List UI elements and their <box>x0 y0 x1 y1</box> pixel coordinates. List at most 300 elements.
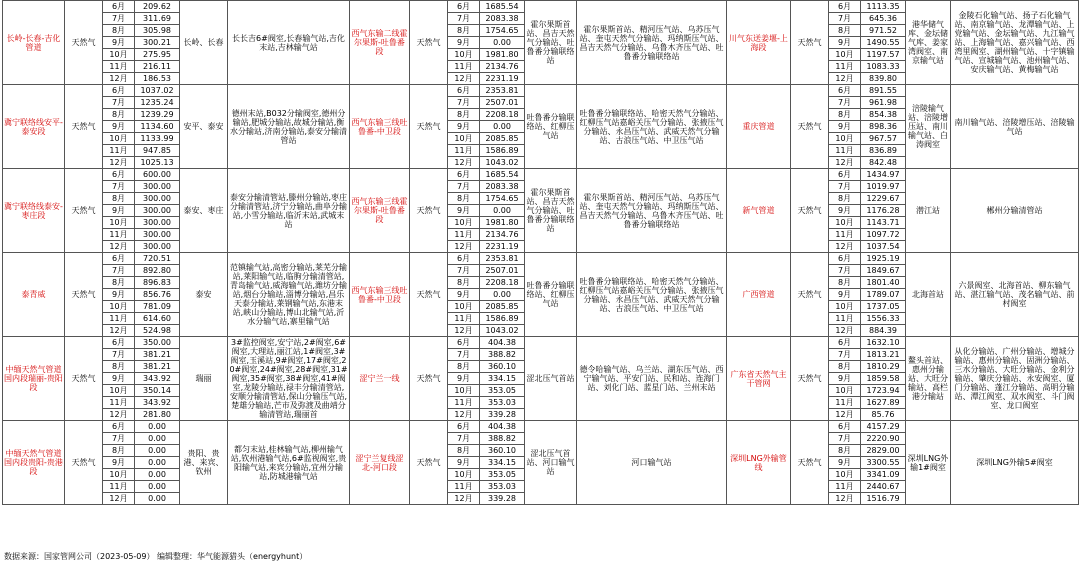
month-cell: 12月 <box>829 409 861 421</box>
capacity-value: 404.38 <box>480 337 525 349</box>
capacity-value: 2220.90 <box>861 433 906 445</box>
table-row <box>3 169 1079 181</box>
capacity-value: 2085.85 <box>480 133 525 145</box>
capacity-value: 896.83 <box>135 277 180 289</box>
capacity-value: 842.48 <box>861 157 906 169</box>
month-cell: 11月 <box>829 61 861 73</box>
capacity-value: 1556.33 <box>861 313 906 325</box>
month-cell: 7月 <box>829 181 861 193</box>
month-cell: 6月 <box>829 253 861 265</box>
month-cell: 9月 <box>103 373 135 385</box>
capacity-value: 311.69 <box>135 13 180 25</box>
gas-type: 天然气 <box>410 1 448 85</box>
month-cell: 12月 <box>829 493 861 505</box>
month-cell: 7月 <box>103 181 135 193</box>
month-cell: 12月 <box>448 409 480 421</box>
month-cell: 12月 <box>829 241 861 253</box>
route-name: 涩宁兰复线涩北-河口段 <box>350 421 410 505</box>
month-cell: 8月 <box>103 109 135 121</box>
capacity-value: 1516.79 <box>861 493 906 505</box>
month-cell: 6月 <box>103 337 135 349</box>
capacity-value: 891.55 <box>861 85 906 97</box>
capacity-value: 300.00 <box>135 205 180 217</box>
capacity-value: 967.57 <box>861 133 906 145</box>
capacity-value: 0.00 <box>135 457 180 469</box>
month-cell: 9月 <box>448 205 480 217</box>
capacity-value: 1813.21 <box>861 349 906 361</box>
gas-type: 天然气 <box>410 253 448 337</box>
month-cell: 8月 <box>829 109 861 121</box>
capacity-value: 1043.02 <box>480 157 525 169</box>
capacity-value: 884.39 <box>861 325 906 337</box>
station-list: 吐鲁番分输联络站、哈密天然气分输站、红柳压气站嘉峪关压气分输站、张掖压气分输站、永昌压气站、武威天然气分输站、古浪压气站、中卫压气站 <box>577 85 727 169</box>
month-cell: 7月 <box>103 13 135 25</box>
month-cell: 8月 <box>448 193 480 205</box>
capacity-value: 1981.80 <box>480 49 525 61</box>
gas-type: 天然气 <box>65 85 103 169</box>
route-name: 涩宁兰一线 <box>350 337 410 421</box>
month-cell: 9月 <box>829 289 861 301</box>
capacity-value: 1037.02 <box>135 85 180 97</box>
month-cell: 10月 <box>829 217 861 229</box>
month-cell: 6月 <box>103 421 135 433</box>
month-cell: 6月 <box>448 85 480 97</box>
capacity-value: 1235.24 <box>135 97 180 109</box>
capacity-value: 0.00 <box>135 421 180 433</box>
route-name: 深圳LNG外输管线 <box>727 421 791 505</box>
capacity-value: 350.00 <box>135 337 180 349</box>
capacity-value: 1810.29 <box>861 361 906 373</box>
month-cell: 10月 <box>103 301 135 313</box>
month-cell: 8月 <box>829 25 861 37</box>
gas-type: 天然气 <box>410 169 448 253</box>
route-name: 西气东输三线霍尔果斯-吐鲁番段 <box>350 169 410 253</box>
capacity-value: 854.38 <box>861 109 906 121</box>
capacity-value: 961.98 <box>861 97 906 109</box>
capacity-value: 305.98 <box>135 25 180 37</box>
station-list: 霍尔果斯首站、精河压气站、乌苏压气站、奎屯天然气分输站、玛纳斯压气站、昌吉天然气分输站、乌鲁木齐压气站、吐鲁番分输联络站 <box>577 169 727 253</box>
month-cell: 6月 <box>448 337 480 349</box>
capacity-value: 1789.07 <box>861 289 906 301</box>
month-cell: 12月 <box>829 325 861 337</box>
capacity-value: 836.89 <box>861 145 906 157</box>
capacity-value: 2134.76 <box>480 61 525 73</box>
month-cell: 7月 <box>829 97 861 109</box>
capacity-value: 0.00 <box>480 205 525 217</box>
table-row <box>3 85 1079 97</box>
month-cell: 11月 <box>829 481 861 493</box>
capacity-value: 2134.76 <box>480 229 525 241</box>
capacity-value: 275.95 <box>135 49 180 61</box>
month-cell: 9月 <box>103 205 135 217</box>
month-cell: 8月 <box>103 445 135 457</box>
month-cell: 8月 <box>829 193 861 205</box>
month-cell: 12月 <box>448 241 480 253</box>
month-cell: 12月 <box>103 241 135 253</box>
table-row <box>3 1 1079 13</box>
pipeline-name: 中缅天然气管道国内段贵阳-贵港段 <box>3 421 65 505</box>
station-list: 深圳LNG外输5#阀室 <box>951 421 1079 505</box>
capacity-value: 2353.81 <box>480 85 525 97</box>
capacity-value: 0.00 <box>480 121 525 133</box>
capacity-value: 781.09 <box>135 301 180 313</box>
station-list: 鳌头首站、惠州分输站、大旺分输站、高栏港分输站 <box>906 337 951 421</box>
capacity-value: 1925.19 <box>861 253 906 265</box>
capacity-value: 1754.65 <box>480 193 525 205</box>
month-cell: 7月 <box>103 97 135 109</box>
capacity-value: 2829.00 <box>861 445 906 457</box>
capacity-value: 1685.54 <box>480 169 525 181</box>
month-cell: 12月 <box>103 409 135 421</box>
capacity-value: 1586.89 <box>480 313 525 325</box>
month-cell: 11月 <box>829 313 861 325</box>
station-list: 深圳LNG外输1#阀室 <box>906 421 951 505</box>
capacity-value: 1229.67 <box>861 193 906 205</box>
month-cell: 8月 <box>103 277 135 289</box>
month-cell: 9月 <box>448 289 480 301</box>
month-cell: 11月 <box>448 397 480 409</box>
capacity-value: 343.92 <box>135 373 180 385</box>
month-cell: 7月 <box>829 349 861 361</box>
month-cell: 11月 <box>103 61 135 73</box>
month-cell: 7月 <box>103 349 135 361</box>
capacity-value: 281.80 <box>135 409 180 421</box>
capacity-value: 2440.67 <box>861 481 906 493</box>
city-cell: 瑞丽 <box>180 337 228 421</box>
capacity-value: 334.15 <box>480 457 525 469</box>
capacity-value: 1037.54 <box>861 241 906 253</box>
month-cell: 9月 <box>829 121 861 133</box>
month-cell: 6月 <box>829 169 861 181</box>
month-cell: 10月 <box>829 49 861 61</box>
month-cell: 10月 <box>448 217 480 229</box>
route-name: 川气东送姜堰-上海段 <box>727 1 791 85</box>
station-list: 德州末站,B032分输阀室,德州分输站,肥城分输站,故城分输站,衡水分输站,济南分输站,泰安分输清管站 <box>228 85 350 169</box>
month-cell: 10月 <box>103 217 135 229</box>
capacity-value: 898.36 <box>861 121 906 133</box>
station-list: 六景阀室、北海首站、柳东输气站、湛江输气站、茂名输气站、前村阀室 <box>951 253 1079 337</box>
month-cell: 12月 <box>829 157 861 169</box>
capacity-value: 381.21 <box>135 349 180 361</box>
capacity-value: 1019.97 <box>861 181 906 193</box>
city-cell: 泰安、枣庄 <box>180 169 228 253</box>
capacity-value: 300.00 <box>135 241 180 253</box>
month-cell: 11月 <box>448 313 480 325</box>
gas-type: 天然气 <box>791 253 829 337</box>
table-body <box>3 1 1079 505</box>
gas-type: 天然气 <box>65 169 103 253</box>
month-cell: 7月 <box>448 13 480 25</box>
month-cell: 6月 <box>829 85 861 97</box>
month-cell: 11月 <box>829 145 861 157</box>
capacity-value: 839.80 <box>861 73 906 85</box>
month-cell: 8月 <box>448 445 480 457</box>
month-cell: 6月 <box>829 421 861 433</box>
month-cell: 6月 <box>448 253 480 265</box>
month-cell: 8月 <box>829 445 861 457</box>
capacity-value: 1083.33 <box>861 61 906 73</box>
pipeline-name: 冀宁联络线安平-泰安段 <box>3 85 65 169</box>
month-cell: 11月 <box>103 313 135 325</box>
route-name: 新气管道 <box>727 169 791 253</box>
month-cell: 9月 <box>829 205 861 217</box>
capacity-value: 2083.38 <box>480 13 525 25</box>
month-cell: 10月 <box>448 385 480 397</box>
capacity-value: 1859.58 <box>861 373 906 385</box>
capacity-value: 1632.10 <box>861 337 906 349</box>
capacity-value: 2208.18 <box>480 277 525 289</box>
month-cell: 10月 <box>103 49 135 61</box>
capacity-value: 0.00 <box>135 469 180 481</box>
month-cell: 8月 <box>103 361 135 373</box>
table-row <box>3 253 1079 265</box>
capacity-value: 2507.01 <box>480 265 525 277</box>
route-name: 西气东输二线霍尔果斯-吐鲁番段 <box>350 1 410 85</box>
route-name: 重庆管道 <box>727 85 791 169</box>
month-cell: 12月 <box>103 325 135 337</box>
gas-type: 天然气 <box>410 85 448 169</box>
station-list: 范镇输气站,高密分输站,莱芜分输站,莱阳输气站,临朐分输清管站,青岛输气站,威海输气站,潍坊分输站,烟台分输站,淄博分输站,昌乐天泰分输站,莱钢输气站,东港末站,峡山分输站,博山北输气站,沂水分输气站,寨里输气站 <box>228 253 350 337</box>
month-cell: 10月 <box>103 385 135 397</box>
month-cell: 6月 <box>448 1 480 13</box>
pipeline-capacity-table <box>2 0 1079 505</box>
month-cell: 6月 <box>829 337 861 349</box>
month-cell: 7月 <box>103 265 135 277</box>
capacity-value: 0.00 <box>480 289 525 301</box>
capacity-value: 2083.38 <box>480 181 525 193</box>
station-list: 吐鲁番分输联络站、红柳压气站 <box>525 253 577 337</box>
month-cell: 11月 <box>829 397 861 409</box>
capacity-value: 339.28 <box>480 409 525 421</box>
station-list: 涩北压气首站、河口输气站 <box>525 421 577 505</box>
capacity-value: 1737.05 <box>861 301 906 313</box>
capacity-value: 1097.72 <box>861 229 906 241</box>
month-cell: 8月 <box>103 193 135 205</box>
capacity-value: 0.00 <box>135 493 180 505</box>
capacity-value: 360.10 <box>480 445 525 457</box>
month-cell: 7月 <box>448 265 480 277</box>
capacity-value: 1801.40 <box>861 277 906 289</box>
city-cell: 安平、泰安 <box>180 85 228 169</box>
month-cell: 7月 <box>448 97 480 109</box>
capacity-value: 1197.57 <box>861 49 906 61</box>
pipeline-name: 泰青威 <box>3 253 65 337</box>
capacity-value: 947.85 <box>135 145 180 157</box>
route-name: 广西管道 <box>727 253 791 337</box>
month-cell: 9月 <box>829 373 861 385</box>
capacity-value: 1239.29 <box>135 109 180 121</box>
station-list: 从化分输站、广州分输站、增城分输站、惠州分输站、固洲分输站、三水分输站、大旺分输站、金利分输站、肇庆分输站、永安阀室、厦门分输站、蓬江分输站、高明分输站、潭江阀室、双水阀室、斗门阀室、龙口阀室 <box>951 337 1079 421</box>
month-cell: 11月 <box>103 145 135 157</box>
month-cell: 7月 <box>829 13 861 25</box>
capacity-value: 645.36 <box>861 13 906 25</box>
month-cell: 10月 <box>829 385 861 397</box>
capacity-value: 334.15 <box>480 373 525 385</box>
month-cell: 11月 <box>448 145 480 157</box>
capacity-value: 856.76 <box>135 289 180 301</box>
capacity-value: 720.51 <box>135 253 180 265</box>
capacity-value: 0.00 <box>135 445 180 457</box>
capacity-value: 3300.55 <box>861 457 906 469</box>
month-cell: 9月 <box>103 289 135 301</box>
month-cell: 9月 <box>103 457 135 469</box>
capacity-value: 404.38 <box>480 421 525 433</box>
capacity-value: 600.00 <box>135 169 180 181</box>
month-cell: 7月 <box>448 349 480 361</box>
station-list: 郴州分输清管站 <box>951 169 1079 253</box>
capacity-value: 1754.65 <box>480 25 525 37</box>
gas-type: 天然气 <box>410 421 448 505</box>
capacity-value: 350.14 <box>135 385 180 397</box>
month-cell: 12月 <box>448 493 480 505</box>
capacity-value: 1176.28 <box>861 205 906 217</box>
capacity-value: 0.00 <box>135 433 180 445</box>
capacity-value: 1981.80 <box>480 217 525 229</box>
month-cell: 10月 <box>448 469 480 481</box>
capacity-value: 2231.19 <box>480 241 525 253</box>
capacity-value: 1490.55 <box>861 37 906 49</box>
month-cell: 6月 <box>103 253 135 265</box>
month-cell: 7月 <box>103 433 135 445</box>
capacity-value: 1134.60 <box>135 121 180 133</box>
month-cell: 10月 <box>103 469 135 481</box>
gas-type: 天然气 <box>65 1 103 85</box>
capacity-value: 85.76 <box>861 409 906 421</box>
capacity-value: 614.60 <box>135 313 180 325</box>
capacity-value: 0.00 <box>480 37 525 49</box>
gas-type: 天然气 <box>410 337 448 421</box>
month-cell: 10月 <box>448 301 480 313</box>
capacity-value: 1113.35 <box>861 1 906 13</box>
table-row <box>3 421 1079 433</box>
capacity-value: 300.00 <box>135 193 180 205</box>
station-list: 3#监控阀室,安宁站,2#阀室,6#阀室,大理站,丽江站,1#阀室,3#阀室,玉溪站,9#阀室,17#阀室,20#阀室,24#阀室,28#阀室,31#阀室,35#阀室,38#阀室,41#阀室,龙陵分输站,禄丰分输清管站,安顺分输清管站,保山分输压气站,楚雄分输站,芒市及弥渡及曲靖分输清管站,瑞丽首 <box>229 338 348 419</box>
capacity-value: 4157.29 <box>861 421 906 433</box>
month-cell: 6月 <box>103 1 135 13</box>
capacity-value: 1685.54 <box>480 1 525 13</box>
capacity-value: 3341.09 <box>861 469 906 481</box>
month-cell: 12月 <box>103 73 135 85</box>
month-cell: 6月 <box>103 85 135 97</box>
station-list: 霍尔果斯首站、精河压气站、乌苏压气站、奎屯天然气分输站、玛纳斯压气站、昌吉天然气分输站、乌鲁木齐压气站、吐鲁番分输联络站 <box>577 1 727 85</box>
month-cell: 9月 <box>103 121 135 133</box>
capacity-value: 300.21 <box>135 37 180 49</box>
month-cell: 12月 <box>829 73 861 85</box>
month-cell: 6月 <box>103 169 135 181</box>
gas-type: 天然气 <box>791 337 829 421</box>
month-cell: 8月 <box>448 109 480 121</box>
capacity-value: 2208.18 <box>480 109 525 121</box>
month-cell: 8月 <box>829 277 861 289</box>
route-name: 西气东输三线吐鲁番-中卫段 <box>350 85 410 169</box>
capacity-value: 1849.67 <box>861 265 906 277</box>
capacity-value: 971.52 <box>861 25 906 37</box>
month-cell: 12月 <box>103 157 135 169</box>
month-cell: 11月 <box>103 229 135 241</box>
month-cell: 9月 <box>448 373 480 385</box>
city-cell: 长岭、长春 <box>180 1 228 85</box>
capacity-value: 343.92 <box>135 397 180 409</box>
station-list: 德令哈输气站、乌兰站、湖东压气站、西宁输气站、平安门站、民和站、连海门站、刘化门站、蓝星门站、兰州末站 <box>577 337 727 421</box>
capacity-value: 1627.89 <box>861 397 906 409</box>
month-cell: 12月 <box>448 157 480 169</box>
capacity-value: 388.82 <box>480 433 525 445</box>
capacity-value: 381.21 <box>135 361 180 373</box>
pipeline-name: 冀宁联络线泰安-枣庄段 <box>3 169 65 253</box>
station-list: 南川输气站、涪陵增压站、涪陵输气站 <box>951 85 1079 169</box>
station-list: 涩北压气首站 <box>525 337 577 421</box>
station-list: 港华储气库、金坛储气库、姜家湾阀室、南京输气站 <box>906 1 951 85</box>
station-list: 北海首站 <box>906 253 951 337</box>
capacity-value: 524.98 <box>135 325 180 337</box>
station-list: 吐鲁番分输联络站、红柳压气站 <box>525 85 577 169</box>
month-cell: 6月 <box>448 169 480 181</box>
capacity-value: 339.28 <box>480 493 525 505</box>
gas-type: 天然气 <box>791 169 829 253</box>
month-cell: 11月 <box>448 229 480 241</box>
capacity-value: 2231.19 <box>480 73 525 85</box>
capacity-value: 300.00 <box>135 229 180 241</box>
month-cell: 11月 <box>448 481 480 493</box>
capacity-value: 360.10 <box>480 361 525 373</box>
capacity-value: 1723.94 <box>861 385 906 397</box>
month-cell: 9月 <box>448 121 480 133</box>
gas-type: 天然气 <box>65 421 103 505</box>
city-cell: 贵阳、贵港、来宾、钦州 <box>180 421 228 505</box>
month-cell: 11月 <box>448 61 480 73</box>
month-cell: 7月 <box>448 433 480 445</box>
capacity-value: 216.11 <box>135 61 180 73</box>
table-row <box>3 337 1079 349</box>
station-list: 长长吉6#阀室,长春输气站,吉化末站,吉林输气站 <box>228 1 350 85</box>
gas-type: 天然气 <box>65 253 103 337</box>
pipeline-name: 长岭-长春-吉化管道 <box>3 1 65 85</box>
month-cell: 6月 <box>448 421 480 433</box>
capacity-value: 2085.85 <box>480 301 525 313</box>
gas-type: 天然气 <box>791 85 829 169</box>
station-list: 涪陵输气站、涪陵增压站、南川输气站、白涛阀室 <box>906 85 951 169</box>
month-cell: 10月 <box>448 133 480 145</box>
capacity-value: 0.00 <box>135 481 180 493</box>
month-cell: 10月 <box>829 469 861 481</box>
capacity-value: 1143.71 <box>861 217 906 229</box>
city-cell: 泰安 <box>180 253 228 337</box>
capacity-value: 1025.13 <box>135 157 180 169</box>
month-cell: 8月 <box>448 277 480 289</box>
capacity-value: 209.62 <box>135 1 180 13</box>
month-cell: 8月 <box>448 361 480 373</box>
month-cell: 7月 <box>829 265 861 277</box>
month-cell: 9月 <box>103 37 135 49</box>
station-list: 吐鲁番分输联络站、哈密天然气分输站、红柳压气站嘉峪关压气分输站、张掖压气分输站、永昌压气站、武威天然气分输站、古浪压气站、中卫压气站 <box>577 253 727 337</box>
capacity-value: 1586.89 <box>480 145 525 157</box>
month-cell: 8月 <box>829 361 861 373</box>
capacity-value: 1133.99 <box>135 133 180 145</box>
month-cell: 8月 <box>103 25 135 37</box>
station-list: 河口输气站 <box>577 421 727 505</box>
source-note: 数据来源：国家管网公司（2023-05-09） 编辑整理：华气能源猎头（energyhunt） <box>4 552 308 561</box>
station-list: 霍尔果斯首站、昌吉天然气分输站、吐鲁番分输联络站 <box>525 1 577 85</box>
station-list: 金陵石化输气站、扬子石化输气站、南京输气站、龙潭输气站、上党输气站、金坛输气站、九江输气站、上海输气站、嘉兴输气站、西湾里阀室、湖州输气站、十字镇输气站、宣城输气站、池州输气站、安庆输气站、黄梅输气站 <box>951 1 1079 85</box>
gas-type: 天然气 <box>65 337 103 421</box>
month-cell: 10月 <box>103 133 135 145</box>
capacity-value: 1434.97 <box>861 169 906 181</box>
gas-type: 天然气 <box>791 421 829 505</box>
gas-type: 天然气 <box>791 1 829 85</box>
capacity-value: 353.05 <box>480 385 525 397</box>
capacity-value: 300.00 <box>135 181 180 193</box>
station-list: 潜江站 <box>906 169 951 253</box>
